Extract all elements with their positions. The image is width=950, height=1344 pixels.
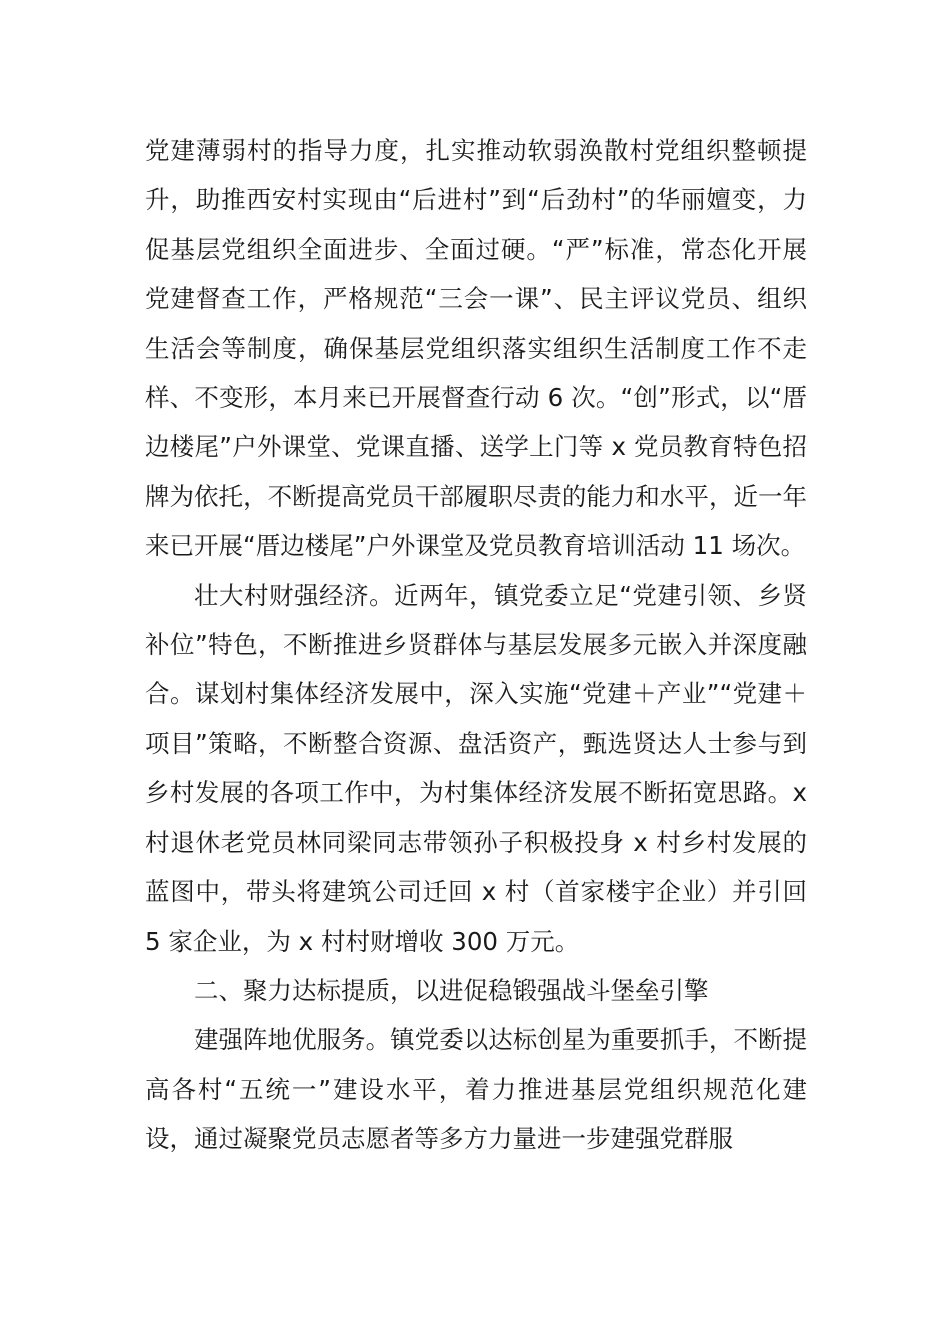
- section-heading-two: 二、聚力达标提质，以进促稳锻强战斗堡垒引擎: [194, 975, 709, 1005]
- paragraph-position-building: 建强阵地优服务。镇党委以达标创星为重要抓手，不断提高各村“五统一”建设水平，着力推进基层党组织规范化建设，通过凝聚党员志愿者等多方力量进一步建强党群服: [145, 1025, 807, 1154]
- paragraph-village-economy: 壮大村财强经济。近两年，镇党委立足“党建引领、乡贤补位”特色，不断推进乡贤群体与基层发展多元嵌入并深度融合。谋划村集体经济发展中，深入实施“党建＋产业”“党建＋项目”策略，不断整合资源、盘活资产，甄选贤达人士参与到乡村发展的各项工作中，为村集体经济发展不断拓宽思路。x 村退休老党员林同梁同志带领孙子积极投身 x 村乡村发展的蓝图中，带头将建筑公司迁回 x 村（首家楼宇企业）并引回 5 家企业，为 x 村村财增收 300 万元。: [145, 580, 807, 956]
- paragraph-continued-party-building: 党建薄弱村的指导力度，扎实推动软弱涣散村党组织整顿提升，助推西安村实现由“后进村”到“后劲村”的华丽嬗变，力促基层党组织全面进步、全面过硬。“严”标准，常态化开展党建督查工作，严格规范“三会一课”、民主评议党员、组织生活会等制度，确保基层党组织落实组织生活制度工作不走样、不变形，本月来已开展督查行动 6 次。“创”形式，以“厝边楼尾”户外课堂、党课直播、送学上门等 x 党员教育特色招牌为依托，不断提高党员干部履职尽责的能力和水平，近一年来已开展“厝边楼尾”户外课堂及党员教育培训活动 11 场次。: [145, 136, 807, 561]
- document-body: [145, 126, 807, 1164]
